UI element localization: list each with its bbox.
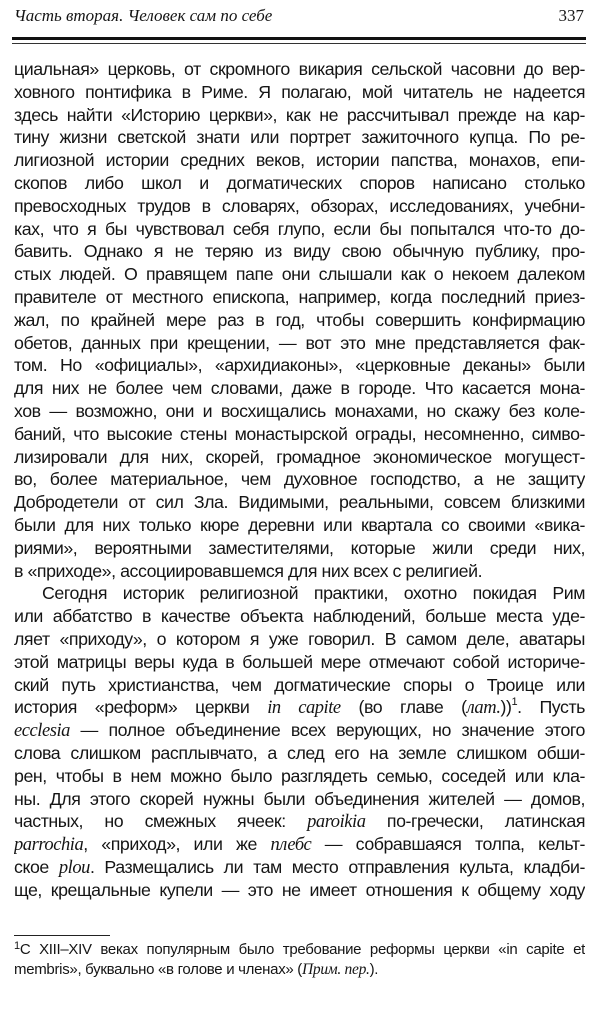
text-run: бавить. Однако я не теряю из виду свою обычную публику, про- — [14, 241, 585, 262]
text-run: membris», буквально «в голове и членах» ( — [14, 961, 303, 978]
text-run: жал, по крайней мере раз в год, чтобы совершить конфирмацию — [14, 309, 585, 330]
text-run: ский путь христианства, чем догматические споры о Троице или — [14, 674, 585, 695]
text-run: были для них только кюре деревни или квартала со своими «вика- — [14, 514, 585, 535]
text-line — [14, 674, 585, 697]
running-title: Часть вторая. Человек сам по себе — [14, 6, 273, 25]
text-run: Сегодня историк религиозной практики, охотно покидая Рим — [42, 583, 585, 604]
text-line — [14, 560, 585, 583]
text-run: )) — [500, 697, 512, 718]
text-run: — полное объединение всех верующих, но значение этого — [69, 720, 585, 741]
text-run: ще, крещальные купели — это не имеет отношения к общему ходу — [14, 879, 585, 900]
text-line — [14, 286, 585, 309]
text-run: рен, чтобы в нем можно было разглядеть семью, соседей или кла- — [14, 765, 585, 786]
text-run: хов — возможно, они и восхищались монахами, но скажу без коле- — [14, 400, 585, 421]
italic-term: плебс — [270, 835, 312, 856]
text-line — [14, 879, 585, 902]
text-run: . Размещались ли там место отправления культа, кладби- — [89, 856, 585, 877]
text-line — [14, 582, 585, 605]
text-line — [14, 742, 585, 765]
italic-term: лат. — [466, 698, 501, 719]
text-line — [14, 537, 585, 560]
italic-term: ecclesia — [14, 721, 70, 742]
text-run: стых людей. О правящем папе они слышали как о некоем далеком — [14, 264, 585, 285]
text-run: обетов, данных при крещении, — вот это мне представляется фак- — [14, 332, 585, 353]
italic-term: Прим. пер. — [302, 961, 370, 978]
text-line — [14, 332, 585, 355]
text-run: лигиозной истории средних веков, истории папства, монахов, епи- — [14, 150, 585, 171]
italic-term: plou — [58, 857, 90, 878]
text-run: , «приход», или же — [83, 834, 271, 855]
text-run: по-гречески, латинская — [365, 811, 585, 832]
text-line — [14, 172, 585, 195]
text-line — [14, 696, 585, 719]
text-line — [14, 400, 585, 423]
text-line — [14, 514, 585, 537]
text-run: здесь найти «Историю церкви», как не рассчитывал прежде на кар- — [14, 104, 585, 125]
text-run: ховного понтифика в Риме. Я полагаю, мой читатель не надеется — [14, 81, 585, 102]
text-run: история «реформ» церкви — [14, 697, 268, 718]
footnote-line — [14, 960, 585, 980]
text-run: ках, что я бы чувствовал себя глупо, если бы попытался что-то до- — [14, 218, 585, 239]
text-run: этой матрицы веры куда в большей мере отмечают собой историче- — [14, 651, 585, 672]
text-run: ляет «приходу», о котором я уже говорил. В самом деле, аватары — [14, 628, 585, 649]
text-line — [14, 354, 585, 377]
text-run: ). — [369, 961, 379, 978]
text-line — [14, 491, 585, 514]
footnote-marker: 1 — [14, 940, 20, 952]
text-run: циальная» церковь, от скромного викария сельской часовни до вер- — [14, 59, 585, 79]
text-line — [14, 810, 585, 833]
text-run: — собравшаяся толпа, кельт- — [311, 834, 585, 855]
text-line — [14, 218, 585, 241]
text-run: для них не более чем словами, даже в городе. Что касается мона- — [14, 378, 585, 399]
text-run: слова слишком расплывчато, а след его на земле слишком обши- — [14, 742, 585, 763]
running-header — [14, 6, 584, 32]
text-line — [14, 446, 585, 469]
header-rule-thick — [12, 37, 586, 40]
italic-term: in capite — [267, 698, 341, 719]
text-line — [14, 856, 585, 879]
italic-term: paroikia — [307, 812, 366, 833]
text-run: тину жизни светской знати или портрет зажиточного купца. По ре- — [14, 127, 585, 148]
body-text — [14, 58, 585, 901]
text-line — [14, 309, 585, 332]
text-run: скопов либо школ и догматических споров написано столько — [14, 172, 585, 193]
text-line — [14, 377, 585, 400]
header-rule-thin — [12, 43, 586, 44]
text-run: превосходных трудов в словарях, обзорах, исследованиях, учебни- — [14, 195, 585, 216]
footnote-marker: 1 — [511, 696, 518, 709]
italic-term: parrochia — [14, 835, 84, 856]
text-run: лизировали для них, скорей, громадное экономическое могущест- — [14, 446, 585, 467]
paragraph — [14, 582, 585, 901]
text-line — [14, 651, 585, 674]
text-line — [14, 468, 585, 491]
text-line — [14, 81, 585, 104]
text-run: частных, но смежных ячеек: — [14, 811, 308, 832]
text-line — [14, 240, 585, 263]
footnote-separator — [14, 935, 110, 936]
text-run: (во главе ( — [340, 697, 467, 718]
text-line — [14, 628, 585, 651]
paragraph — [14, 58, 585, 582]
text-line — [14, 126, 585, 149]
text-run: правителе от местного епископа, например, когда последний приез- — [14, 286, 585, 307]
text-run: С XIII–XIV веках популярным было требование реформы церкви «in capite et — [19, 941, 585, 958]
footnote-line — [14, 940, 585, 960]
text-run: или аббатство в качестве объекта наблюдений, больше места уде- — [14, 606, 585, 627]
text-line — [14, 719, 585, 742]
text-run: ны. Для этого скорей нужны были объединения жителей — домов, — [14, 788, 585, 809]
text-run: ское — [14, 856, 59, 877]
text-line — [14, 149, 585, 172]
text-line — [14, 58, 585, 81]
text-run: баний, что высокие стены монастырской ограды, несомненно, симво- — [14, 423, 585, 444]
text-run: в «приходе», ассоциировавшемся для них всех с религией. — [14, 560, 483, 581]
text-line — [14, 263, 585, 286]
text-run: том. Но «официалы», «архидиаконы», «церковные деканы» были — [14, 355, 585, 376]
text-line — [14, 605, 585, 628]
text-run: . Пусть — [517, 697, 585, 718]
text-line — [14, 423, 585, 446]
text-line — [14, 833, 585, 856]
text-run: риями», вероятными заместителями, которые жили среди них, — [14, 537, 585, 558]
text-run: Добродетели от сил Зла. Видимыми, реальными, совсем близкими — [14, 492, 585, 513]
page-number: 337 — [558, 6, 584, 25]
text-line — [14, 195, 585, 218]
footnote — [14, 940, 585, 980]
text-line — [14, 765, 585, 788]
text-run: во, более материальное, чем духовное господство, а не защиту — [14, 469, 585, 490]
text-line — [14, 788, 585, 811]
text-line — [14, 104, 585, 127]
